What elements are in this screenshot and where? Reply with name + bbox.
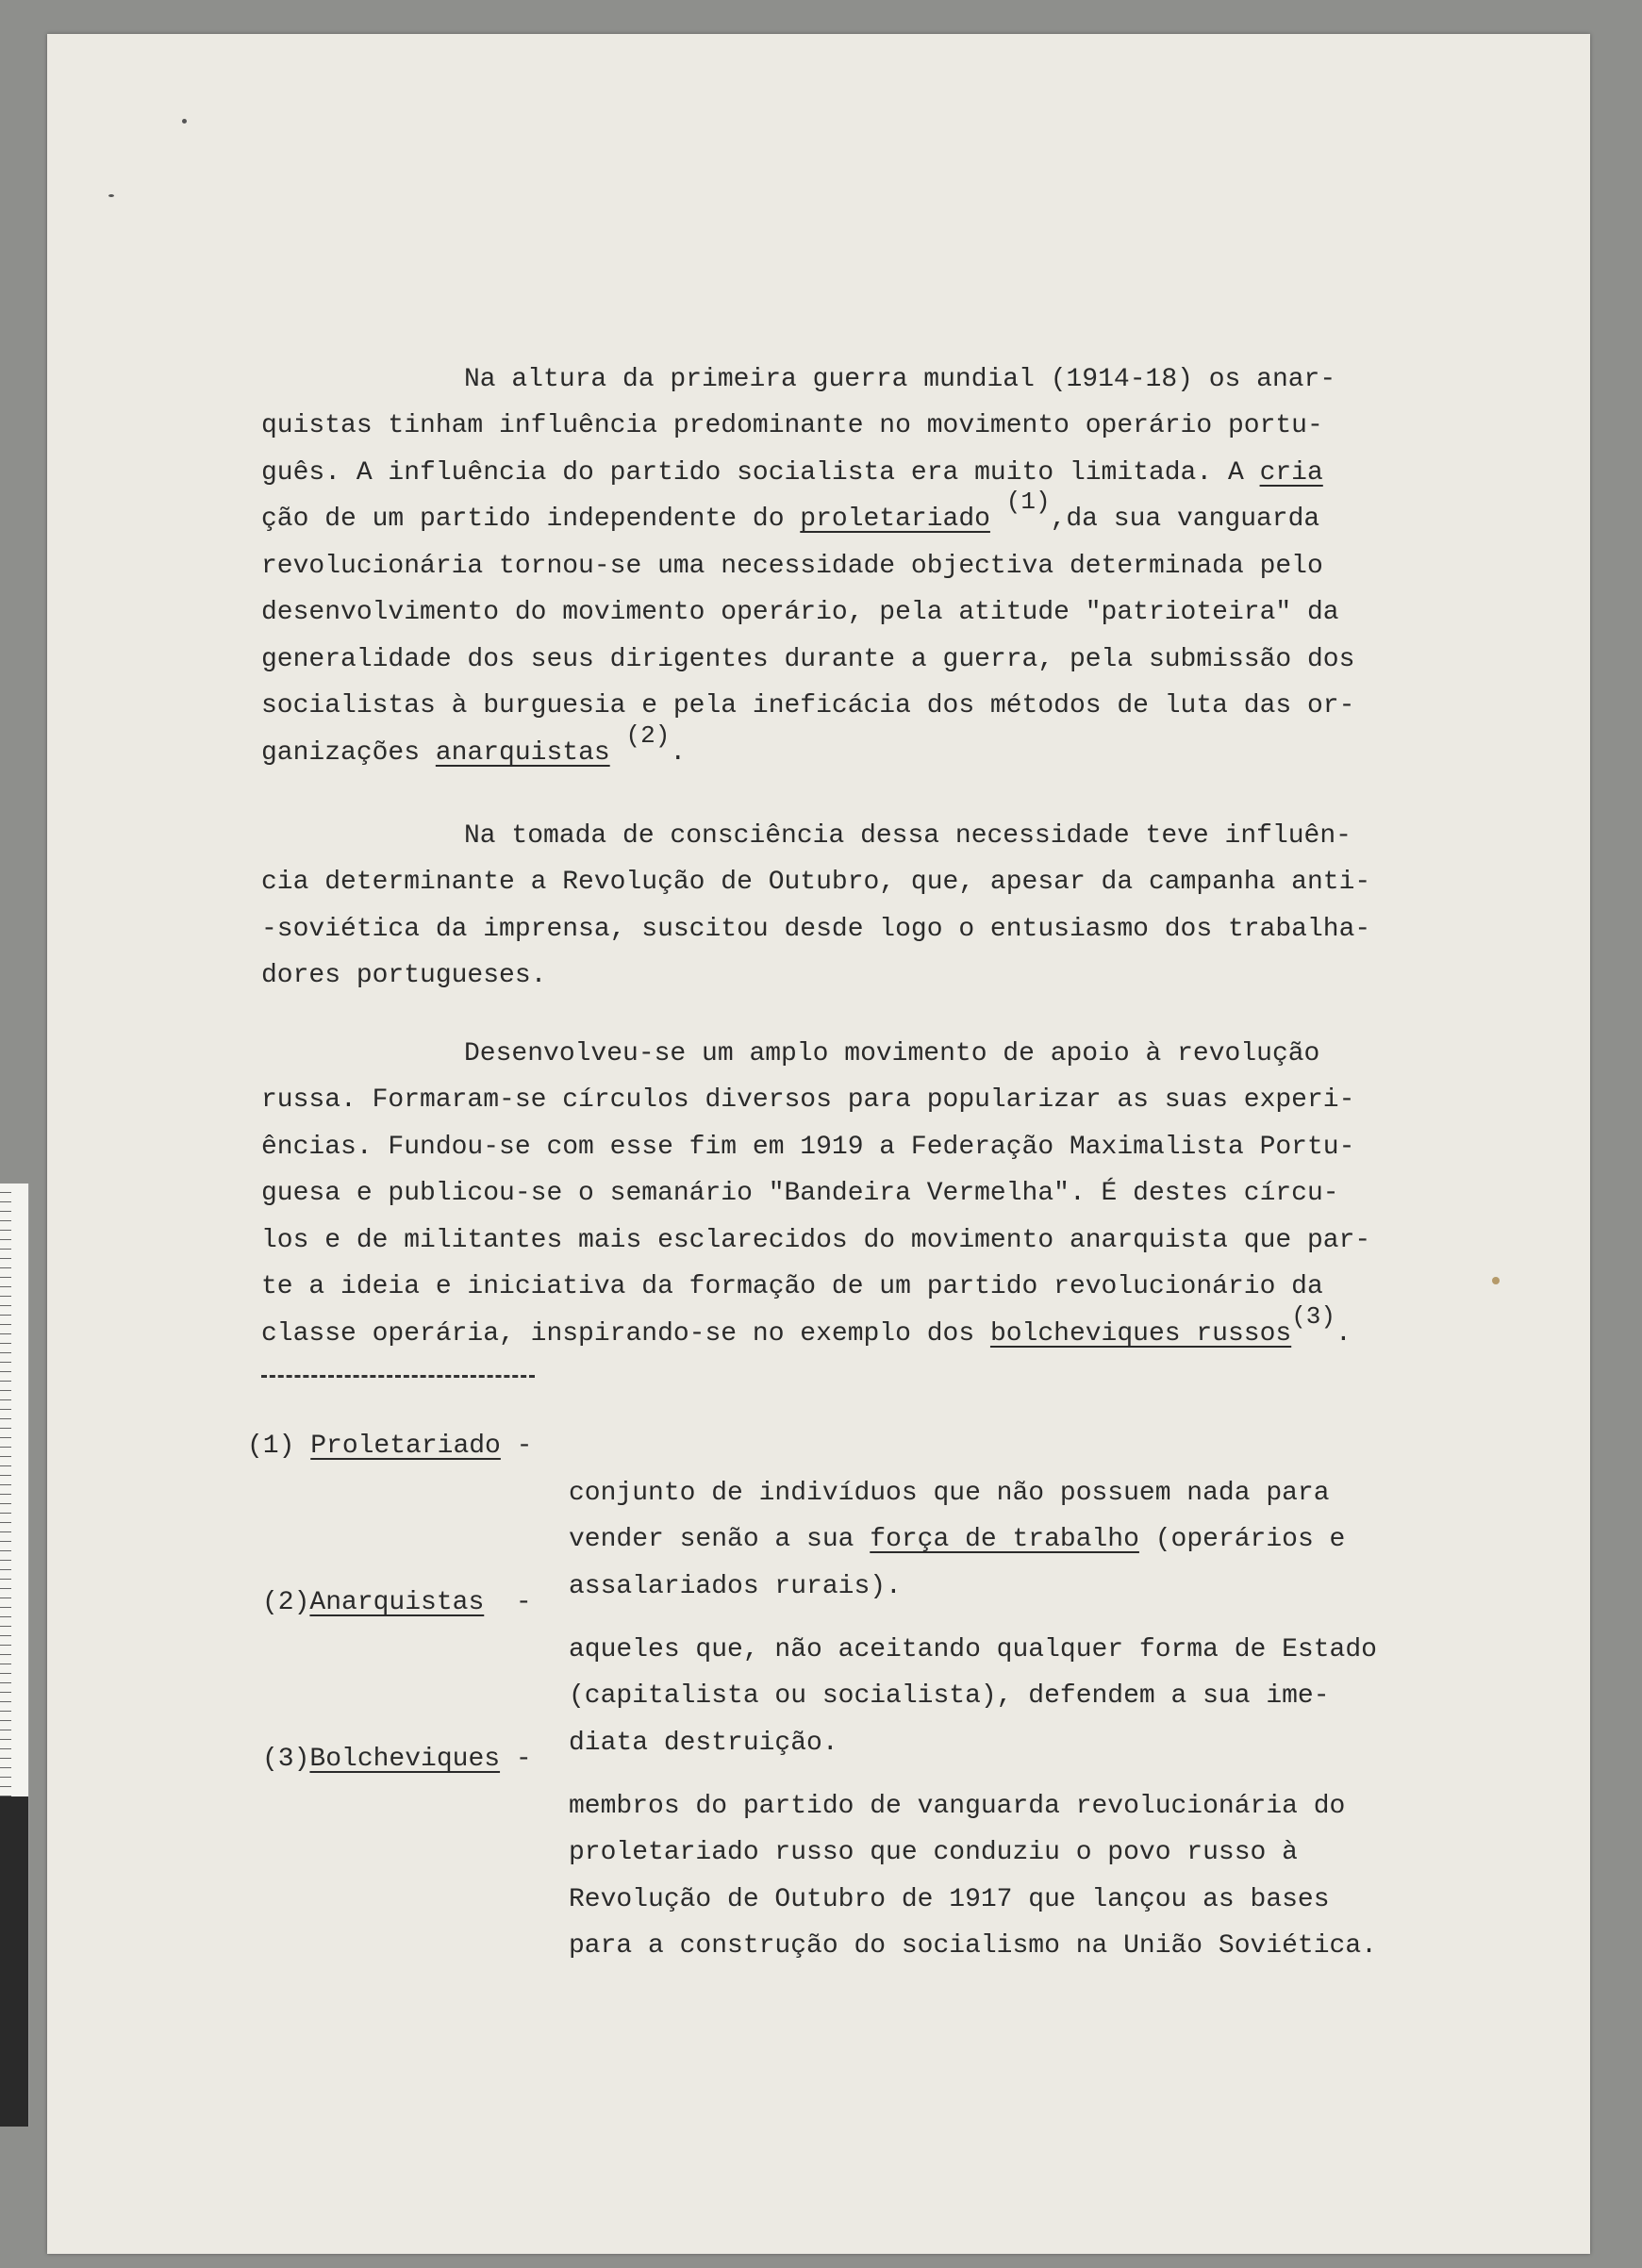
p1-line-6: desenvolvimento do movimento operário, pela atitude "patrioteira" da: [261, 598, 1339, 627]
footnote-ref-3: (3): [1291, 1301, 1336, 1331]
p3-line-1: Desenvolveu-se um amplo movimento de apoio à revolução: [464, 1038, 1320, 1068]
paper-speck: [182, 119, 187, 124]
footnote-1-label: Proletariado: [310, 1432, 501, 1461]
footnote-ref-2: (2): [625, 720, 671, 750]
scale-ruler: [0, 1184, 29, 2127]
underlined-term-anarquistas: anarquistas: [435, 737, 610, 768]
footnote-3-body: [569, 1736, 1377, 1970]
p2-line-2: cia determinante a Revolução de Outubro, que, apesar da campanha anti-: [261, 868, 1371, 897]
fn2-line-3: diata destruição.: [569, 1728, 838, 1758]
footnote-2-term: (2)Anarquistas -: [262, 1588, 532, 1617]
p1-line-5: revolucionária tornou-se uma necessidade objectiva determinada pelo: [261, 551, 1323, 581]
footnote-3-label: Bolcheviques: [309, 1745, 501, 1774]
p2-line-1: Na tomada de consciência dessa necessidade teve influên-: [464, 820, 1352, 851]
paper-stain: [1492, 1277, 1500, 1284]
underlined-word: cria: [1259, 457, 1323, 488]
fn2-line-1: aqueles que, não aceitando qualquer forma de Estado: [569, 1634, 1377, 1664]
footnote-separator: [261, 1375, 535, 1378]
p3-line-5: los e de militantes mais esclarecidos do movimento anarquista que par-: [261, 1225, 1371, 1255]
p2-line-3: -soviética da imprensa, suscitou desde logo o entusiasmo dos trabalha-: [261, 914, 1371, 944]
p1-line-4: ção de um partido independente do proletariado (1),da sua vanguarda: [261, 488, 1320, 534]
p1-line-1: Na altura da primeira guerra mundial (1914-18) os anar-: [464, 364, 1336, 394]
footnote-3-term: (3)Bolcheviques -: [262, 1745, 532, 1774]
paper-speck: [108, 194, 114, 197]
paragraph-3: [261, 984, 1370, 1357]
underlined-term-bolcheviques: bolcheviques russos: [989, 1318, 1292, 1349]
fn1-line-3: assalariados rurais).: [569, 1571, 902, 1601]
p3-line-3: ências. Fundou-se com esse fim em 1919 a Federação Maximalista Portu-: [261, 1132, 1355, 1162]
fn1-line-1: conjunto de indivíduos que não possuem nada para: [569, 1478, 1330, 1508]
footnote-2-label: Anarquistas: [309, 1588, 485, 1617]
p3-line-2: russa. Formaram-se círculos diversos para popularizar as suas experi-: [261, 1085, 1355, 1115]
p3-line-6: te a ideia e iniciativa da formação de um partido revolucionário da: [261, 1272, 1323, 1301]
footnote-1-term: (1) Proletariado -: [247, 1432, 533, 1461]
p3-line-7: classe operária, inspirando-se no exemplo dos bolcheviques russos(3).: [261, 1301, 1352, 1349]
fn2-line-2: (capitalista ou socialista), defendem a sua ime-: [569, 1681, 1330, 1711]
p2-line-4: dores portugueses.: [261, 961, 547, 990]
p1-line-9: ganizações anarquistas (2).: [261, 720, 687, 768]
footnote-ref-1: (1): [1005, 488, 1051, 516]
fn3-line-1: membros do partido de vanguarda revolucionária do: [569, 1791, 1346, 1821]
underlined-phrase: força de trabalho: [870, 1525, 1139, 1554]
p3-line-4: guesa e publicou-se o semanário "Bandeira Vermelha". É destes círcu-: [261, 1179, 1339, 1208]
p1-line-2: quistas tinham influência predominante no movimento operário portu-: [261, 411, 1323, 440]
fn3-line-4: para a construção do socialismo na União Soviética.: [569, 1931, 1377, 1961]
fn3-line-3: Revolução de Outubro de 1917 que lançou as bases: [569, 1884, 1330, 1914]
ruler-color-band: [0, 1796, 28, 2127]
paragraph-2: [261, 766, 1370, 1000]
underlined-term-proletariado: proletariado: [800, 505, 990, 534]
paragraph-1: [261, 309, 1354, 776]
p1-line-3: guês. A influência do partido socialista era muito limitada. A cria: [261, 457, 1323, 488]
fn1-line-2: vender senão a sua força de trabalho (operários e: [569, 1525, 1346, 1554]
p1-line-7: generalidade dos seus dirigentes durante a guerra, pela submissão dos: [261, 644, 1355, 674]
p1-line-8: socialistas à burguesia e pela ineficácia dos métodos de luta das or-: [261, 691, 1355, 720]
fn3-line-2: proletariado russo que conduziu o povo russo à: [569, 1838, 1298, 1867]
